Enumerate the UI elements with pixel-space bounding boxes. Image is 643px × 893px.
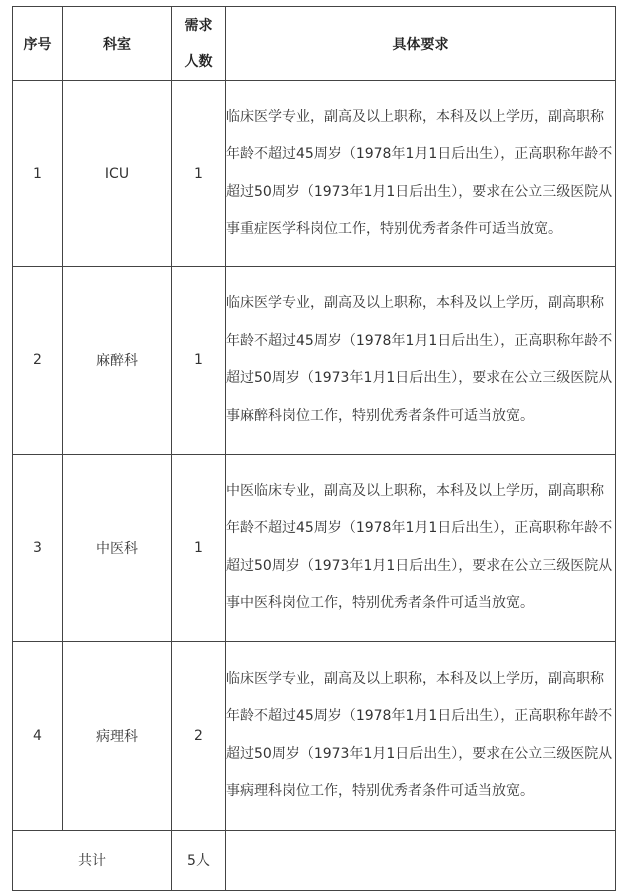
recruitment-table	[12, 6, 616, 891]
table-row	[13, 642, 616, 831]
row-count: 1	[172, 266, 226, 454]
header-dept: 科室	[63, 7, 172, 81]
row-requirements: 临床医学专业，副高及以上职称，本科及以上学历，副高职称年龄不超过45周岁（1978年1月1日后出生），正高职称年龄不超过50周岁（1973年1月1日后出生），要求在公立三级医院从事重症医学科岗位工作，特别优秀者条件可适当放宽。	[226, 81, 616, 267]
total-empty-cell	[226, 830, 616, 890]
header-count-line2: 人数	[184, 53, 213, 70]
total-row	[13, 830, 616, 890]
total-count: 5人	[172, 830, 226, 890]
row-no: 2	[13, 266, 63, 454]
row-requirements: 中医临床专业，副高及以上职称，本科及以上学历，副高职称年龄不超过45周岁（1978年1月1日后出生），正高职称年龄不超过50周岁（1973年1月1日后出生），要求在公立三级医院从事中医科岗位工作，特别优秀者条件可适当放宽。	[226, 454, 616, 642]
header-count-line1: 需求	[184, 17, 213, 34]
row-requirements: 临床医学专业，副高及以上职称，本科及以上学历，副高职称年龄不超过45周岁（1978年1月1日后出生），正高职称年龄不超过50周岁（1973年1月1日后出生），要求在公立三级医院从事麻醉科岗位工作，特别优秀者条件可适当放宽。	[226, 266, 616, 454]
row-count: 1	[172, 81, 226, 267]
row-count: 2	[172, 642, 226, 831]
row-dept: 中医科	[63, 454, 172, 642]
header-requirements: 具体要求	[226, 7, 616, 81]
table-row	[13, 81, 616, 267]
row-dept: 病理科	[63, 642, 172, 831]
row-no: 4	[13, 642, 63, 831]
header-no: 序号	[13, 7, 63, 81]
row-dept: 麻醉科	[63, 266, 172, 454]
row-no: 3	[13, 454, 63, 642]
row-no: 1	[13, 81, 63, 267]
row-dept: ICU	[63, 81, 172, 267]
table-row	[13, 266, 616, 454]
row-requirements: 临床医学专业，副高及以上职称，本科及以上学历，副高职称年龄不超过45周岁（1978年1月1日后出生），正高职称年龄不超过50周岁（1973年1月1日后出生），要求在公立三级医院从事病理科岗位工作，特别优秀者条件可适当放宽。	[226, 642, 616, 831]
table-header-row	[13, 7, 616, 81]
total-label: 共计	[13, 830, 172, 890]
row-count: 1	[172, 454, 226, 642]
header-count	[172, 7, 226, 81]
table-row	[13, 454, 616, 642]
